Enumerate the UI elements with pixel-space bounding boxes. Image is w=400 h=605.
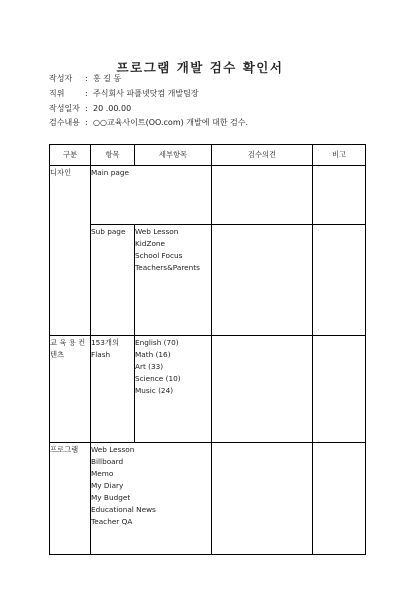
header-item: 항목 <box>91 145 135 166</box>
item-label: Main page <box>91 168 129 177</box>
info-label: 작성자 <box>49 74 73 83</box>
program-item: Educational News <box>91 505 156 514</box>
info-label: 작성일자 <box>49 104 80 113</box>
info-position <box>49 89 199 99</box>
header-review-opinion: 검수의견 <box>212 145 313 166</box>
details-cell <box>135 336 212 443</box>
table-header-row <box>50 145 366 166</box>
category-label: 디자인 <box>50 168 72 177</box>
review-opinion-cell <box>212 166 313 225</box>
detail-item: Math (16) <box>135 350 171 359</box>
table-row <box>50 166 366 225</box>
info-value: 주식회사 파플넷닷컴 개발팀장 <box>93 89 199 98</box>
info-date <box>49 104 131 114</box>
item-label: 153개의 Flash <box>91 338 120 359</box>
info-value: 홍 길 동 <box>93 74 122 83</box>
info-author <box>49 74 121 84</box>
info-review-content <box>49 118 248 128</box>
review-opinion-cell <box>212 225 313 336</box>
info-colon: : <box>85 104 88 113</box>
category-label: 교 육 용 컨텐츠 <box>50 338 86 359</box>
detail-item: KidZone <box>135 239 166 248</box>
remarks-cell <box>313 443 366 555</box>
detail-item: Music (24) <box>135 386 174 395</box>
item-cell <box>91 225 135 336</box>
item-cell <box>91 166 212 225</box>
remarks-cell <box>313 225 366 336</box>
detail-item: Web Lesson <box>135 227 179 236</box>
document-title: 프로그램 개발 검수 확인서 <box>116 60 284 75</box>
header-remarks: 비고 <box>313 145 366 166</box>
program-item: My Diary <box>91 481 124 490</box>
info-colon: : <box>85 118 88 127</box>
category-cell <box>50 336 91 443</box>
detail-item: English (70) <box>135 338 179 347</box>
detail-item: School Focus <box>135 251 183 260</box>
detail-item: Teachers&Parents <box>135 263 200 272</box>
table-row <box>50 225 366 336</box>
program-item: Billboard <box>91 457 124 466</box>
table-row <box>50 336 366 443</box>
category-cell <box>50 166 91 336</box>
program-item: Memo <box>91 469 114 478</box>
item-cell <box>91 336 135 443</box>
detail-item: Art (33) <box>135 362 164 371</box>
review-opinion-cell <box>212 336 313 443</box>
item-cell <box>91 443 212 555</box>
info-value: 20 .00.00 <box>93 104 132 113</box>
header-category: 구분 <box>50 145 91 166</box>
item-label: Sub page <box>91 227 126 236</box>
detail-item: Science (10) <box>135 374 181 383</box>
program-item: My Budget <box>91 493 131 502</box>
program-item: Teacher QA <box>91 517 133 526</box>
info-colon: : <box>85 89 88 98</box>
info-label: 직위 <box>49 89 65 98</box>
review-table <box>49 144 366 555</box>
category-label: 프로그램 <box>50 445 79 454</box>
info-colon: : <box>85 74 88 83</box>
details-cell <box>135 225 212 336</box>
table-row <box>50 443 366 555</box>
category-cell <box>50 443 91 555</box>
remarks-cell <box>313 166 366 225</box>
header-details: 세부항목 <box>135 145 212 166</box>
remarks-cell <box>313 336 366 443</box>
review-opinion-cell <box>212 443 313 555</box>
program-item: Web Lesson <box>91 445 135 454</box>
info-value: ○○교육사이트(OO.com) 개발에 대한 검수. <box>93 118 249 127</box>
info-label: 검수내용 <box>49 118 80 127</box>
